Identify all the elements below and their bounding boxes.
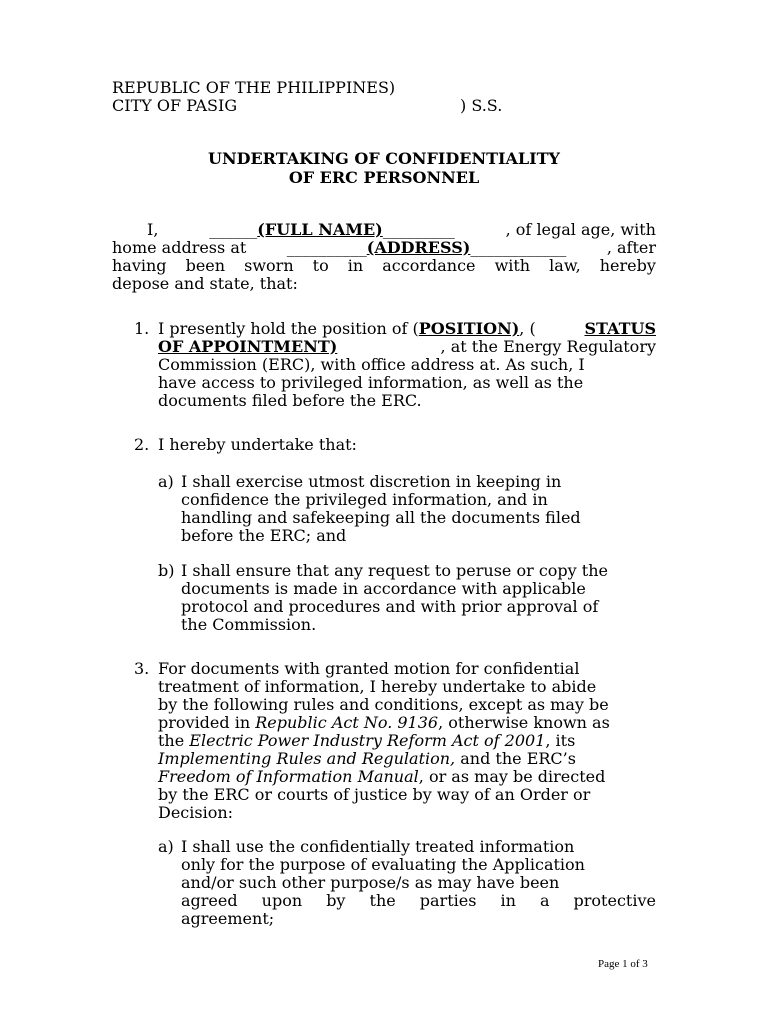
item3a-label: a) (158, 837, 174, 856)
item2b-label: b) (158, 561, 175, 580)
item2a-line-4: before the ERC; and (181, 526, 347, 545)
irr-citation: Implementing Rules and Regulation, (158, 749, 456, 768)
item3a-line-5: agreement; (181, 909, 275, 928)
foi-manual-citation: Freedom of Information Manual (158, 767, 419, 786)
item3-line-2: treatment of information, I hereby undertake to abide (158, 677, 597, 696)
ra-9136-citation: Republic Act No. 9136 (255, 713, 439, 732)
item2a-line-2: confidence the privileged information, and in (181, 490, 548, 509)
intro-line-2: home address at __________(ADDRESS)____________ , after (112, 238, 656, 257)
item3-line-3: by the following rules and conditions, except as may be (158, 695, 609, 714)
position-field: POSITION) (418, 319, 520, 338)
item1-line-4: have access to privileged information, as well as the (158, 373, 584, 392)
intro-line-4: depose and state, that: (112, 274, 298, 293)
item3-line-6: Implementing Rules and Regulation, and the ERC’s (158, 749, 576, 768)
epira-citation: Electric Power Industry Reform Act of 2001 (189, 731, 546, 750)
item3-line-5: the Electric Power Industry Reform Act of 2001, its (158, 731, 576, 750)
item1-number: 1. (134, 319, 150, 338)
item3-line-7: Freedom of Information Manual, or as may be directed (158, 767, 606, 786)
item3-number: 3. (134, 659, 150, 678)
caption-republic: REPUBLIC OF THE PHILIPPINES) (112, 78, 396, 97)
status-field-part2: OF APPOINTMENT) (158, 337, 338, 356)
address-field: __________(ADDRESS)____________ (286, 238, 567, 257)
intro-i: I, (147, 220, 159, 239)
intro-legal-age: , of legal age, with (505, 220, 656, 239)
item3a-line-1: I shall use the confidentially treated information (181, 837, 575, 856)
item2b-line-1: I shall ensure that any request to peruse or copy the (181, 561, 608, 580)
item2b-line-2: documents is made in accordance with applicable (181, 579, 586, 598)
item2a-line-3: handling and safekeeping all the documents filed (181, 508, 581, 527)
document-title-line2: OF ERC PERSONNEL (288, 168, 480, 187)
caption-ss: ) S.S. (460, 96, 503, 115)
item2a-label: a) (158, 472, 174, 491)
item3a-line-4: agreed upon by the parties in a protective (181, 891, 656, 910)
item1-line-1: I presently hold the position of (POSITION), ( STATUS (158, 319, 656, 338)
item2b-line-4: the Commission. (181, 615, 317, 634)
intro-line-3: having been sworn to in accordance with law, hereby (112, 256, 656, 275)
caption-city: CITY OF PASIG (112, 96, 238, 115)
intro-line-1 (112, 221, 656, 239)
page-number: Page 1 of 3 (598, 958, 648, 970)
item1-line-5: documents filed before the ERC. (158, 391, 422, 410)
item1-line-3: Commission (ERC), with office address at. As such, I (158, 355, 585, 374)
item1-line-2: OF APPOINTMENT) , at the Energy Regulatory (158, 337, 656, 356)
item3a-line-3: and/or such other purpose/s as may have been (181, 873, 560, 892)
item3-line-4: provided in Republic Act No. 9136, otherwise known as (158, 713, 610, 732)
item2a-line-1: I shall exercise utmost discretion in keeping in (181, 472, 562, 491)
item2b-line-3: protocol and procedures and with prior approval of (181, 597, 599, 616)
document-title-line1: UNDERTAKING OF CONFIDENTIALITY (208, 149, 560, 168)
status-field-part1: STATUS (584, 319, 656, 338)
item2-line-1: I hereby undertake that: (158, 435, 357, 454)
item3-line-1: For documents with granted motion for confidential (158, 659, 580, 678)
item3a-line-2: only for the purpose of evaluating the Application (181, 855, 585, 874)
item3-line-8: by the ERC or courts of justice by way of an Order or (158, 785, 591, 804)
item2-number: 2. (134, 435, 150, 454)
item3-line-9: Decision: (158, 803, 234, 822)
full-name-field: ______(FULL NAME)_________ (209, 220, 455, 239)
